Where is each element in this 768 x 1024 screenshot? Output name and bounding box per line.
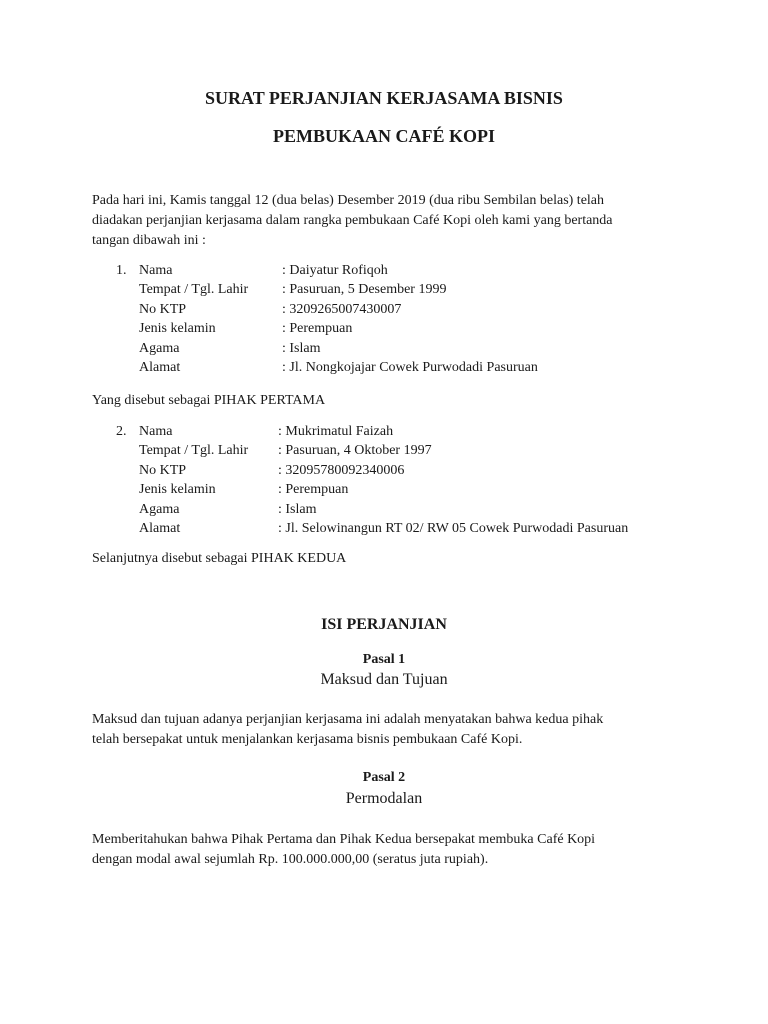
intro-line: diadakan perjanjian kerjasama dalam rangka pembukaan Café Kopi oleh kami yang bertanda — [92, 213, 613, 228]
paragraph-line: dengan modal awal sejumlah Rp. 100.000.000,00 (seratus juta rupiah). — [92, 852, 489, 867]
party-2-details — [0, 422, 768, 540]
party-1-row-address — [0, 358, 768, 377]
pasal-1-subtitle: Maksud dan Tujuan — [320, 671, 448, 688]
field-value: : 32095780092340006 — [278, 462, 405, 478]
field-value: : Mukrimatul Faizah — [278, 424, 394, 439]
paragraph-line: Maksud dan tujuan adanya perjanjian kerjasama ini adalah menyatakan bahwa kedua pihak — [92, 712, 604, 727]
party-2-row-gender — [0, 480, 768, 499]
party-1-label: Yang disebut sebagai PIHAK PERTAMA — [92, 393, 326, 408]
field-label: Tempat / Tgl. Lahir — [139, 443, 249, 459]
paragraph-line: telah bersepakat untuk menjalankan kerjasama bisnis pembukaan Café Kopi. — [92, 732, 523, 747]
field-label: Tempat / Tgl. Lahir — [139, 282, 249, 298]
party-1-row-name — [0, 261, 768, 280]
intro-line: tangan dibawah ini : — [92, 233, 206, 248]
document-title-line-2: PEMBUKAAN CAFÉ KOPI — [273, 126, 495, 146]
field-value: : Jl. Nongkojajar Cowek Purwodadi Pasuruan — [282, 359, 538, 375]
field-label: No KTP — [139, 301, 187, 317]
party-1-row-religion — [0, 339, 768, 358]
pasal-2-label: Pasal 2 — [362, 770, 406, 785]
field-label: No KTP — [139, 462, 187, 478]
field-label: Agama — [139, 501, 180, 517]
party-2-row-name — [0, 422, 768, 441]
pasal-2-subtitle: Permodalan — [345, 790, 423, 807]
field-value: : Perempuan — [278, 482, 349, 498]
list-number: 2. — [116, 424, 127, 439]
field-value: : Pasuruan, 5 Desember 1999 — [282, 282, 447, 298]
party-1-row-birth — [0, 280, 768, 299]
field-value: : Pasuruan, 4 Oktober 1997 — [278, 443, 432, 459]
field-value: : Daiyatur Rofiqoh — [282, 263, 388, 278]
party-2-row-address — [0, 519, 768, 538]
field-value: : 3209265007430007 — [282, 301, 402, 317]
party-2-label: Selanjutnya disebut sebagai PIHAK KEDUA — [92, 551, 347, 566]
party-2-row-birth — [0, 441, 768, 460]
party-1-details — [0, 261, 768, 379]
party-1-row-gender — [0, 319, 768, 338]
field-label: Jenis kelamin — [139, 482, 216, 498]
field-value: : Jl. Selowinangun RT 02/ RW 05 Cowek Purwodadi Pasuruan — [278, 520, 629, 536]
field-label: Nama — [139, 424, 173, 439]
party-2-row-ktp — [0, 461, 768, 480]
intro-paragraph — [92, 191, 613, 251]
party-2-row-religion — [0, 500, 768, 519]
intro-line: Pada hari ini, Kamis tanggal 12 (dua belas) Desember 2019 (dua ribu Sembilan belas) telah — [92, 193, 605, 208]
field-value: : Islam — [278, 501, 317, 517]
field-value: : Islam — [282, 340, 321, 356]
paragraph-line: Memberitahukan bahwa Pihak Pertama dan Pihak Kedua bersepakat membuka Café Kopi — [92, 832, 596, 847]
field-label: Alamat — [139, 359, 181, 375]
field-label: Alamat — [139, 520, 181, 536]
field-label: Nama — [139, 263, 173, 278]
pasal-2-paragraph — [92, 830, 595, 870]
field-label: Agama — [139, 340, 180, 356]
list-number: 1. — [116, 263, 127, 278]
pasal-1-label: Pasal 1 — [362, 652, 406, 667]
document-title-line-1: SURAT PERJANJIAN KERJASAMA BISNIS — [205, 88, 563, 108]
pasal-1-paragraph — [92, 710, 603, 750]
party-1-row-ktp — [0, 300, 768, 319]
section-heading: ISI PERJANJIAN — [321, 616, 447, 633]
field-value: : Perempuan — [282, 321, 353, 337]
field-label: Jenis kelamin — [139, 321, 216, 337]
